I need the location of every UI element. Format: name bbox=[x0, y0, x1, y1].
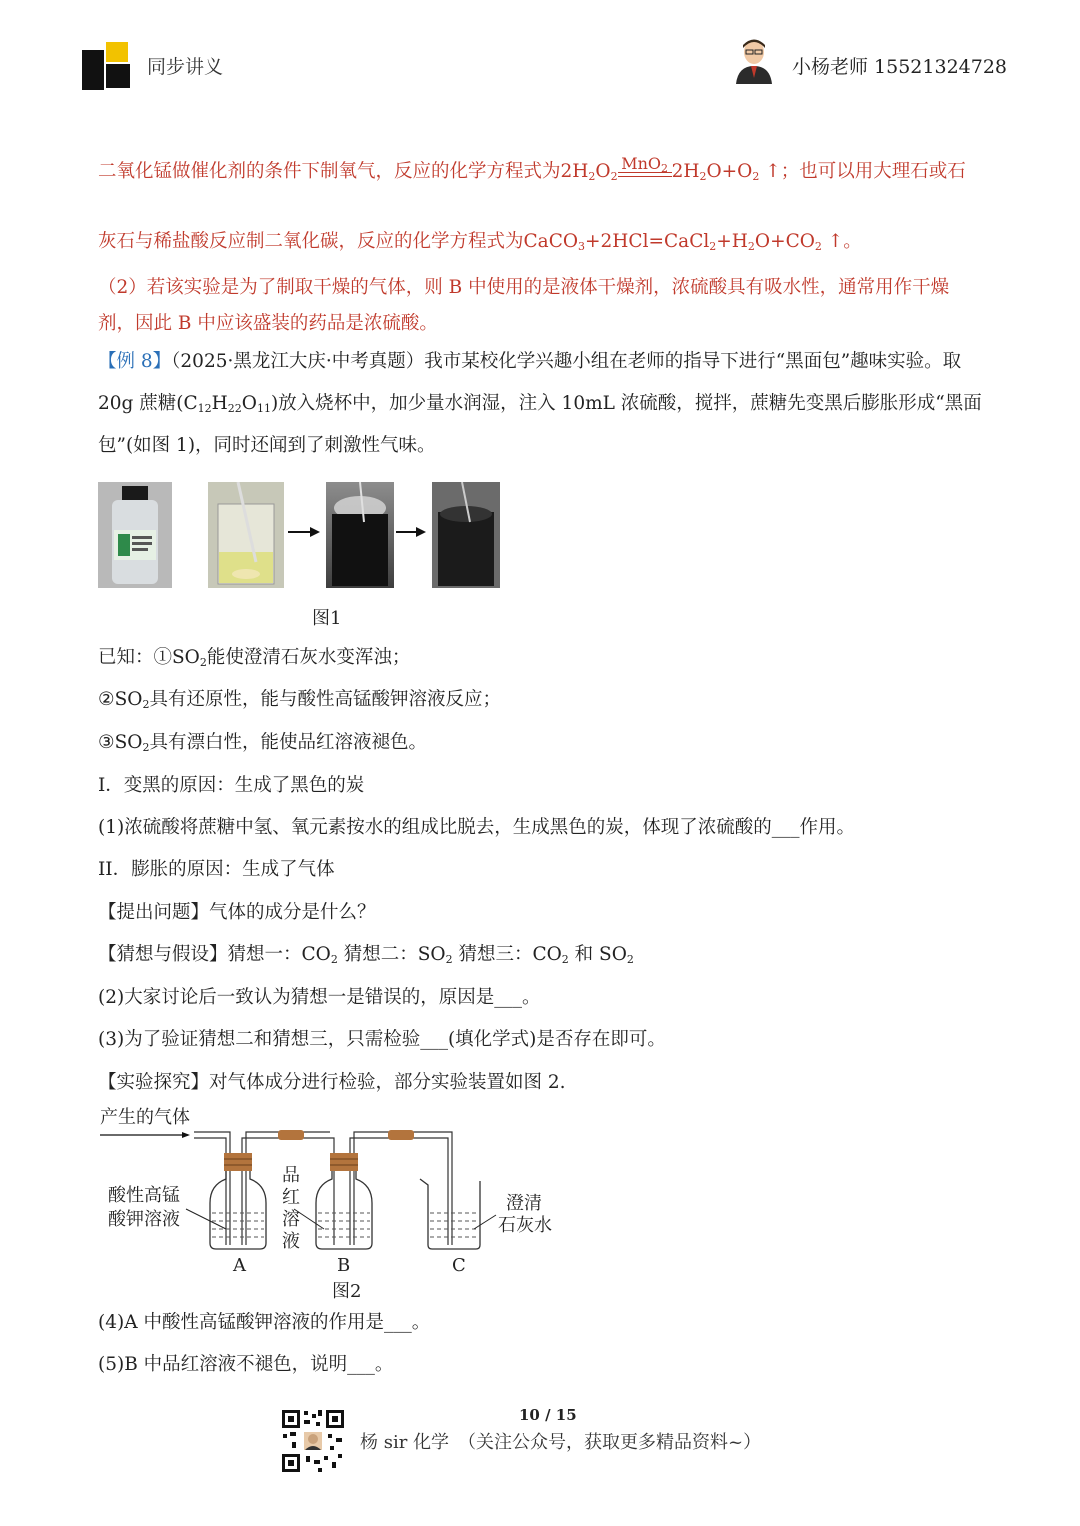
label-b-char3: 溶 bbox=[282, 1209, 300, 1230]
part-2-heading: II．膨胀的原因：生成了气体 bbox=[98, 859, 335, 880]
catalyst-label: MnO bbox=[621, 154, 661, 173]
label-a-line2: 酸钾溶液 bbox=[108, 1209, 180, 1230]
known-2: $②SO_2$具有还原性，能与酸性高锰酸钾溶液反应； bbox=[98, 689, 501, 711]
part-1-heading: I．变黑的原因：生成了黑色的炭 bbox=[98, 775, 365, 796]
brand-logo-icon bbox=[82, 42, 134, 90]
figure-1-photos bbox=[98, 482, 508, 592]
teacher-avatar-icon bbox=[734, 38, 774, 84]
answer-text: 。 bbox=[843, 231, 862, 252]
answer-line-1: 二氧化锰做催化剂的条件下制氧气，反应的化学方程式为$2H_2O_2$ MnO$_2$ $2H_2O+O_2$ ↑；也可以用大理石或石 bbox=[98, 158, 966, 186]
answer-text: 二氧化锰做催化剂的条件下制氧气，反应的化学方程式为 bbox=[98, 161, 561, 182]
question-1: (1)浓硫酸将蔗糖中氢、氧元素按水的组成比脱去，生成黑色的炭，体现了浓硫酸的___作用。 bbox=[98, 817, 855, 838]
footer-text: 杨 sir 化学 （关注公众号，获取更多精品资料~） bbox=[360, 1432, 762, 1453]
beaker-black-bread-photo bbox=[432, 482, 500, 588]
label-c-line1: 澄清 bbox=[506, 1193, 542, 1214]
known-text: 能使澄清石灰水变浑浊； bbox=[206, 647, 411, 668]
sulfuric-acid-bottle-photo bbox=[98, 482, 172, 588]
answer-line-3: （2）若该实验是为了制取干燥的气体，则 B 中使用的是液体干燥剂，浓硫酸具有吸水性，通常用作干燥 bbox=[98, 277, 950, 298]
beaker-sugar-photo bbox=[208, 482, 284, 588]
page-footer bbox=[0, 1400, 1080, 1480]
hypothesis-text: 猜想三：CO bbox=[458, 944, 562, 965]
gas-label: 产生的气体 bbox=[100, 1107, 190, 1128]
page-header bbox=[0, 0, 1080, 110]
beaker-c-letter: C bbox=[452, 1255, 466, 1276]
beaker-blackening-photo bbox=[326, 482, 394, 588]
answer-text: 灰石与稀盐酸反应制二氧化碳，反应的化学方程式为 bbox=[98, 231, 524, 252]
answer-line-4: 剂，因此 B 中应该盛装的药品是浓硫酸。 bbox=[98, 313, 438, 334]
label-b-char1: 品 bbox=[282, 1165, 300, 1186]
rubber-tube-connector bbox=[388, 1130, 414, 1140]
page-number: 10 / 15 bbox=[519, 1406, 577, 1424]
example-text: 放入烧杯中，加少量水润湿，注入 10mL 浓硫酸，搅拌，蔗糖先变黑后膨胀形成“黑面 bbox=[278, 393, 982, 414]
answer-line-2: 灰石与稀盐酸反应制二氧化碳，反应的化学方程式为$CaCO_3+2HCl=CaCl_2+H_2O+CO_2$ ↑。 bbox=[98, 231, 862, 253]
qr-code-icon bbox=[280, 1408, 346, 1474]
hypothesis-text: 和 SO bbox=[574, 944, 627, 965]
label-c-line2: 石灰水 bbox=[498, 1215, 552, 1236]
figure-2-apparatus bbox=[98, 1105, 568, 1305]
bottle-a bbox=[210, 1153, 266, 1249]
bottle-a-letter: A bbox=[233, 1255, 246, 1276]
rubber-tube-connector bbox=[278, 1130, 304, 1140]
known-text: 具有还原性，能与酸性高锰酸钾溶液反应； bbox=[149, 689, 501, 710]
problem-statement: 【提出问题】气体的成分是什么？ bbox=[98, 902, 376, 923]
bottle-b bbox=[316, 1153, 372, 1249]
hypotheses: 【猜想与假设】猜想一：$CO_2$ 猜想二：$SO_2$ 猜想三：$CO_2$ 和 $SO_2$ bbox=[98, 944, 634, 966]
example-text: （2025·黑龙江大庆·中考真题）我市某校化学兴趣小组在老师的指导下进行“黑面包”趣味实验。取 bbox=[171, 351, 962, 372]
equation-arrow: MnO$_2$ bbox=[618, 172, 672, 186]
hypothesis-text: 【猜想与假设】猜想一：CO bbox=[98, 944, 331, 965]
bottle-b-letter: B bbox=[337, 1255, 351, 1276]
arrow-right-icon bbox=[288, 527, 320, 537]
question-2: (2)大家讨论后一致认为猜想一是错误的，原因是___。 bbox=[98, 987, 541, 1008]
arrow-right-icon bbox=[396, 527, 426, 537]
question-5: (5)B 中品红溶液不褪色，说明___。 bbox=[98, 1354, 394, 1375]
example-text: 20g 蔗糖(C bbox=[98, 393, 198, 414]
question-3: (3)为了验证猜想二和猜想三，只需检验___(填化学式)是否存在即可。 bbox=[98, 1029, 666, 1050]
known-text: 具有漂白性，能使品红溶液褪色。 bbox=[149, 732, 427, 753]
known-3: $③SO_2$具有漂白性，能使品红溶液褪色。 bbox=[98, 732, 427, 754]
example-line-1 bbox=[98, 348, 961, 376]
answer-text: ；也可以用大理石或石 bbox=[780, 161, 966, 182]
known-text: ②SO bbox=[98, 689, 143, 710]
label-b-char2: 红 bbox=[282, 1187, 300, 1208]
beaker-c bbox=[420, 1179, 480, 1249]
question-4: (4)A 中酸性高锰酸钾溶液的作用是___。 bbox=[98, 1312, 431, 1333]
example-tag: 【例 8】 bbox=[98, 351, 172, 372]
label-a-line1: 酸性高锰 bbox=[108, 1185, 180, 1206]
header-title: 同步讲义 bbox=[147, 56, 224, 78]
label-b-char4: 液 bbox=[282, 1231, 300, 1252]
explore-heading: 【实验探究】对气体成分进行检验，部分实验装置如图 2. bbox=[98, 1072, 566, 1093]
known-1: 已知：$①SO_2$能使澄清石灰水变浑浊； bbox=[98, 647, 411, 669]
example-line-3: 包”(如图 1)，同时还闻到了刺激性气味。 bbox=[98, 435, 436, 456]
figure-2-caption: 图2 bbox=[332, 1281, 362, 1302]
example-line-2: 20g 蔗糖$(C_{12}H_{22}O_{11})$放入烧杯中，加少量水润湿，注入 10mL 浓硫酸，搅拌，蔗糖先变黑后膨胀形成“黑面 bbox=[98, 393, 982, 415]
known-text: ③SO bbox=[98, 732, 143, 753]
figure-1-caption: 图1 bbox=[312, 608, 342, 629]
known-text: 已知：①SO bbox=[98, 647, 200, 668]
header-contact: 小杨老师 15521324728 bbox=[792, 56, 1008, 78]
hypothesis-text: 猜想二：SO bbox=[343, 944, 446, 965]
